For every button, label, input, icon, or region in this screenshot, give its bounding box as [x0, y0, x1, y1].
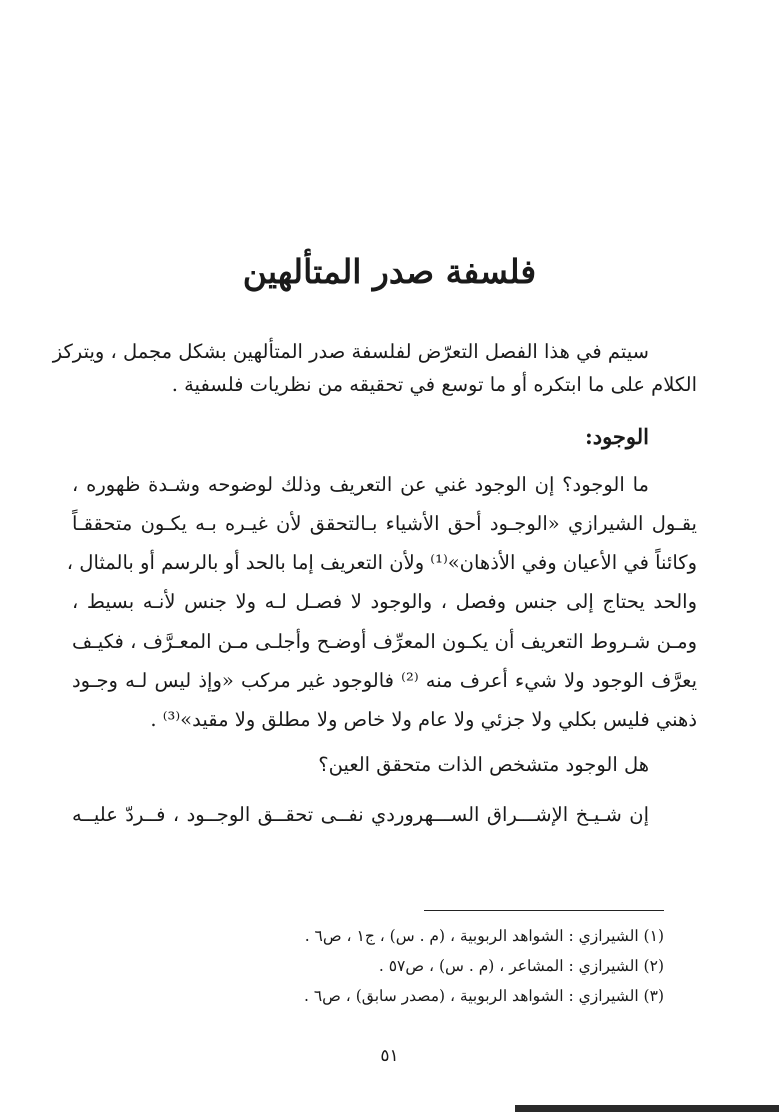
footnote-2: (٢) الشيرازي : المشاعر ، (م . س) ، ص٥٧ .	[378, 957, 664, 975]
body-line-4: والحد يحتاج إلى جنس وفصل ، والوجود لا فصـل لـه ولا جنس لأنـه بسيط ،	[72, 590, 697, 613]
body-line-3: وكائناً في الأعيان وفي الأذهان»⁽¹⁾ ولأن التعريف إما بالحد أو بالرسم أو بالمثال ،	[66, 551, 697, 574]
footnote-3: (٣) الشيرازي : الشواهد الربوبية ، (مصدر سابق) ، ص٦ .	[303, 987, 664, 1005]
footnote-1: (١) الشيرازي : الشواهد الربوبية ، (م . س) ، ج١ ، ص٦ .	[304, 927, 664, 945]
body-line-5: ومـن شـروط التعريف أن يكـون المعرِّف أوضـح وأجلـى مـن المعـرَّف ، فكيـف	[72, 630, 697, 653]
body-line-6: يعرَّف الوجود ولا شيء أعرف منه ⁽²⁾ فالوجود غير مركب «وإذ ليس لـه وجـود	[72, 669, 697, 692]
body-line-8: إن شـيـخ الإشـــراق الســـهروردي نفــى تحقــق الوجــود ، فــردّ عليــه	[72, 803, 649, 826]
scan-edge	[515, 1105, 779, 1112]
intro-line-1: سيتم في هذا الفصل التعرّض لفلسفة صدر المتألهين بشكل مجمل ، ويتركز	[52, 340, 649, 363]
chapter-title: فلسفة صدر المتألهين	[242, 252, 537, 291]
intro-line-2: الكلام على ما ابتكره أو ما توسع في تحقيقه من نظريات فلسفية .	[171, 373, 697, 396]
page-number: ٥١	[380, 1046, 399, 1066]
section-heading: الوجود:	[584, 424, 649, 449]
body-line-2: يقـول الشيرازي «الوجـود أحق الأشياء بـالتحقق لأن غيـره بـه يكـون متحققـاً	[72, 512, 697, 535]
footnote-divider	[424, 910, 664, 911]
body-line-7: ذهني فليس بكلي ولا جزئي ولا عام ولا خاص ولا مطلق ولا مقيد»⁽³⁾ .	[150, 708, 697, 731]
body-line-1: ما الوجود؟ إن الوجود غني عن التعريف وذلك لوضوحه وشـدة ظهوره ،	[72, 473, 649, 496]
body-question: هل الوجود متشخص الذات متحقق العين؟	[318, 753, 649, 776]
